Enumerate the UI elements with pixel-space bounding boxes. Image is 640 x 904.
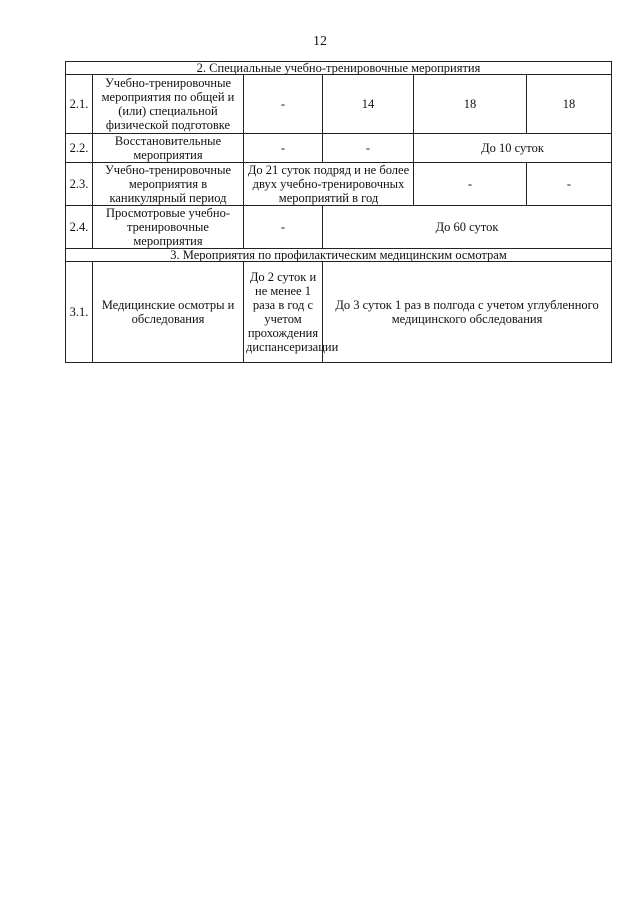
row-number: 2.3. (66, 163, 93, 206)
table-row (66, 206, 612, 249)
table-cell: 18 (414, 75, 527, 134)
table-row (66, 75, 612, 134)
table-cell: До 3 суток 1 раз в полгода с учетом углубленного медицинского обследования (323, 262, 612, 363)
table-row (66, 134, 612, 163)
page-number: 12 (313, 34, 327, 49)
event-name: Просмотровые учебно-тренировочные мероприятия (93, 206, 244, 249)
section-header-row (66, 62, 612, 75)
table-cell: До 10 суток (414, 134, 612, 163)
table-cell: - (244, 206, 323, 249)
table-cell: - (244, 134, 323, 163)
section-3-title: 3. Мероприятия по профилактическим медицинским осмотрам (66, 249, 612, 262)
table-cell: - (527, 163, 612, 206)
event-name: Учебно-тренировочные мероприятия по общей и (или) специальной физической подготовке (93, 75, 244, 134)
section-header-row (66, 249, 612, 262)
table-cell: 14 (323, 75, 414, 134)
table-row (66, 163, 612, 206)
row-number: 2.2. (66, 134, 93, 163)
row-number: 2.4. (66, 206, 93, 249)
row-number: 2.1. (66, 75, 93, 134)
table-row (66, 262, 612, 363)
event-name: Восстановительные мероприятия (93, 134, 244, 163)
table-cell: 18 (527, 75, 612, 134)
table-cell: - (414, 163, 527, 206)
table-cell: До 21 суток подряд и не более двух учебно-тренировочных мероприятий в год (244, 163, 414, 206)
table-cell: До 2 суток и не менее 1 раза в год с учетом прохождения диспансеризации (244, 262, 323, 363)
table-cell: - (244, 75, 323, 134)
event-name: Медицинские осмотры и обследования (93, 262, 244, 363)
events-table (65, 61, 612, 363)
table-cell: До 60 суток (323, 206, 612, 249)
event-name: Учебно-тренировочные мероприятия в каникулярный период (93, 163, 244, 206)
table-cell: - (323, 134, 414, 163)
row-number: 3.1. (66, 262, 93, 363)
section-2-title: 2. Специальные учебно-тренировочные мероприятия (66, 62, 612, 75)
